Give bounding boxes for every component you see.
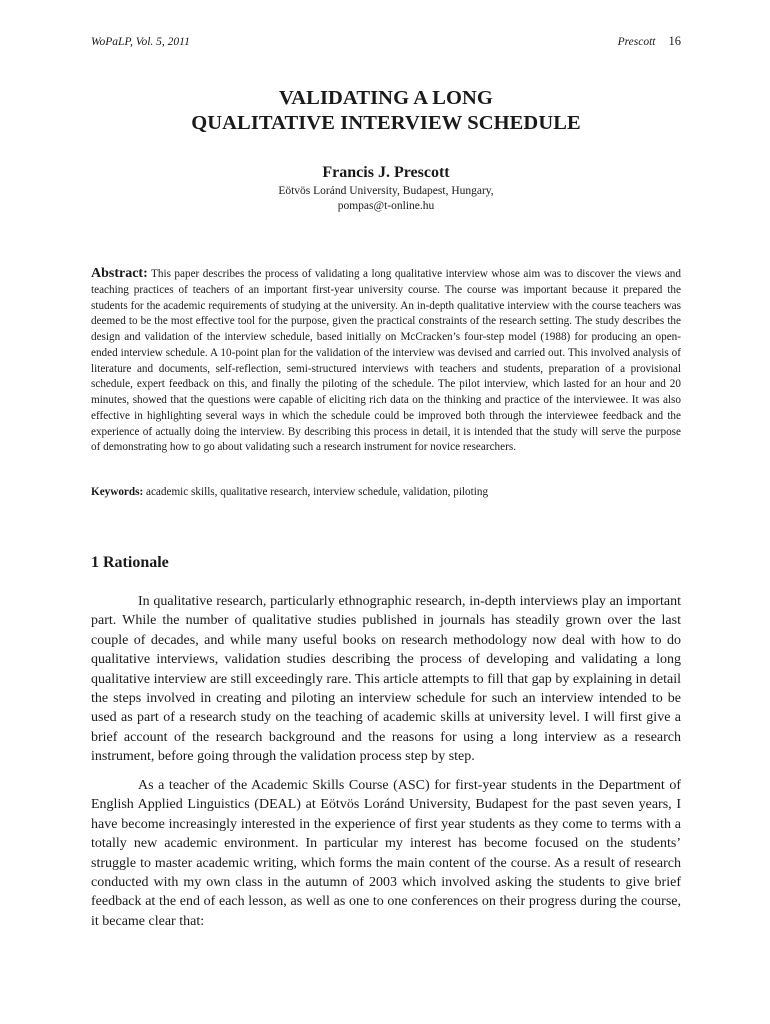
author-affiliation: Eötvös Loránd University, Budapest, Hungary,	[278, 185, 494, 197]
abstract-label: Abstract:	[91, 266, 148, 281]
abstract-text: This paper describes the process of validating a long qualitative interview whose aim was to discover the views and teaching practices of teachers of an important first-year university course. The course was important because it prepared the students for the academic requirements of studying at the university. An in-depth qualitative interview with the course teachers was deemed to be the most effective tool for the purpose, given the practical constraints of the research setting. The study describes the design and validation of the interview schedule, based initially on McCracken’s four-step model (1988) for producing an open-ended interview schedule. A 10-point plan for the validation of the interview was devised and carried out. This involved analysis of literature and documents, self-reflection, semi-structured interviews with teachers and students, preparation of a provisional schedule, expert feedback on this, and finally the piloting of the schedule. The pilot interview, which lasted for an hour and 20 minutes, showed that the questions were capable of eliciting rich data on the thinking and practice of the interviewee. It was also effective in highlighting several ways in which the schedule could be improved both through the interviewee feedback and the experience of actually doing the interview. By describing this process in detail, it is intended that the study will serve the purpose of demonstrating how to go about validating such a research instrument for novice researchers.	[91, 268, 681, 454]
page-number: 16	[668, 34, 681, 48]
paper-title	[91, 86, 681, 136]
author-email: pompas@t-online.hu	[337, 200, 435, 212]
author-affiliation-block	[91, 184, 681, 214]
journal-reference: WoPaLP, Vol. 5, 2011	[91, 36, 190, 48]
section-heading: 1 Rationale	[91, 554, 169, 571]
title-line-1: VALIDATING A LONG	[279, 87, 493, 109]
body-paragraph: In qualitative research, particularly ethnographic research, in-depth interviews play an important part. While the number of qualitative studies published in journals has steadily grown over the last couple of decades, and while many useful books on research methodology now deal with how to do qualitative interviews, validation studies describing the process of developing and validating a long qualitative interview are still exceedingly rare. This article attempts to fill that gap by explaining in detail the steps involved in creating and piloting an interview schedule for such an interview intended to be used as part of a research study on the teaching of academic skills at university level. I will first give a brief account of the research background and the reasons for using a long interview as a research instrument, before going through the validation process step by step.	[91, 594, 681, 765]
paper-page	[91, 0, 681, 1024]
keywords	[91, 485, 681, 500]
running-head-right	[618, 34, 681, 49]
title-line-2: QUALITATIVE INTERVIEW SCHEDULE	[191, 112, 581, 134]
keywords-label: Keywords:	[91, 486, 144, 498]
keywords-text: academic skills, qualitative research, interview schedule, validation, piloting	[146, 486, 489, 498]
body-paragraph: As a teacher of the Academic Skills Course (ASC) for first-year students in the Department of English Applied Linguistics (DEAL) at Eötvös Loránd University, Budapest for the past seven years, I have become increasingly interested in the experience of first year students as they come to terms with a totally new academic environment. In particular my interest has become focused on the students’ struggle to master academic writing, which forms the main content of the course. As a result of research conducted with my own class in the autumn of 2003 which involved asking the students to give brief feedback at the end of each lesson, as well as one to one conferences on their progress during the course, it became clear that:	[91, 778, 681, 929]
running-head-author: Prescott	[617, 36, 656, 48]
author-name: Francis J. Prescott	[322, 164, 450, 181]
abstract	[91, 266, 681, 456]
running-head	[91, 34, 681, 49]
